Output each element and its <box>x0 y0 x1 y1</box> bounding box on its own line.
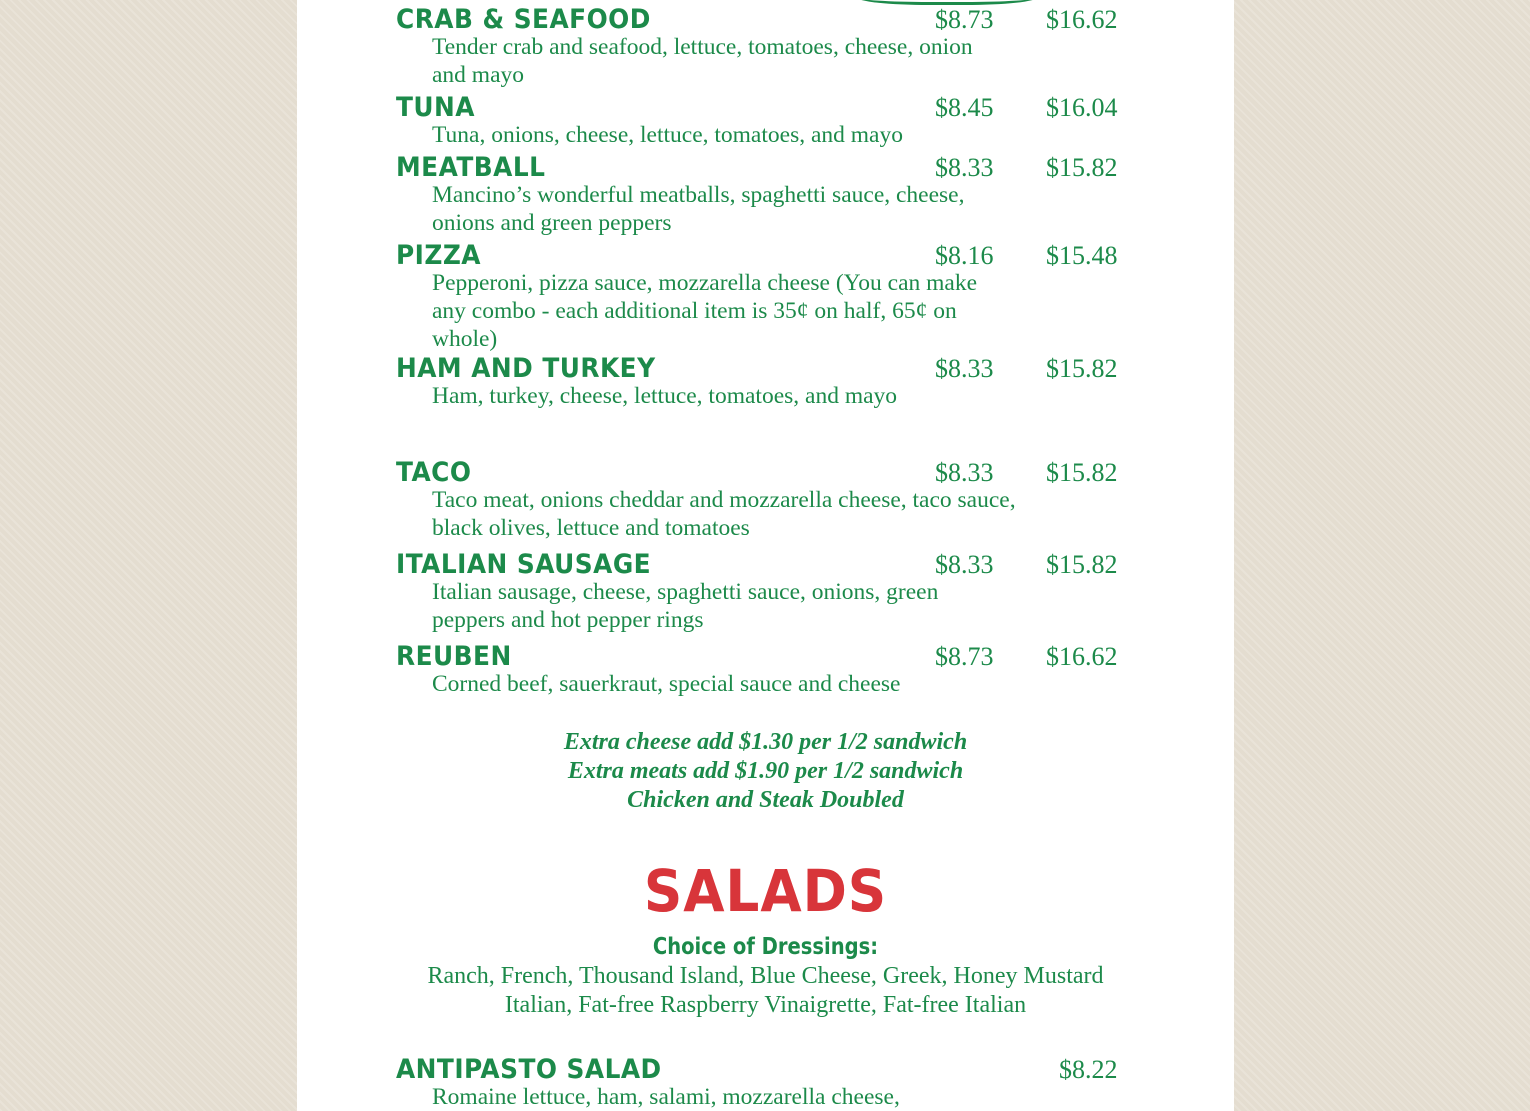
item-name: CRAB & SEAFOOD <box>396 4 651 35</box>
item-price-whole: $15.82 <box>1046 550 1118 579</box>
extras-line: Extra meats add $1.90 per 1/2 sandwich <box>567 758 964 784</box>
item-price-whole: $15.82 <box>1046 354 1118 383</box>
item-price-whole: $16.04 <box>1046 93 1118 122</box>
extras-line: Chicken and Steak Doubled <box>627 787 904 813</box>
item-description: Pepperoni, pizza sauce, mozzarella cheese (You can make any combo - each additional item is 35¢ on half, 65¢ on whole) <box>432 270 978 352</box>
item-name: PIZZA <box>396 240 481 271</box>
item-price-half: $8.45 <box>935 93 994 122</box>
item-description: Mancino’s wonderful meatballs, spaghetti sauce, cheese, onions and green peppers <box>432 182 965 236</box>
item-name: MEATBALL <box>396 152 546 183</box>
item-name: TACO <box>396 457 472 488</box>
item-name: HAM AND TURKEY <box>396 353 656 384</box>
item-description: Tender crab and seafood, lettuce, tomatoes, cheese, onion and mayo <box>432 34 973 88</box>
item-description: Ham, turkey, cheese, lettuce, tomatoes, and mayo <box>432 383 898 409</box>
item-name: TUNA <box>396 92 475 123</box>
dressings-line: Ranch, French, Thousand Island, Blue Cheese, Greek, Honey Mustard <box>427 963 1104 989</box>
item-price-whole: $16.62 <box>1046 642 1118 671</box>
item-price-half: $8.73 <box>935 5 994 34</box>
item-description: Corned beef, sauerkraut, special sauce and cheese <box>432 671 901 697</box>
item-price-half: $8.33 <box>935 153 994 182</box>
item-price-half: $8.73 <box>935 642 994 671</box>
sandwich-extras-note <box>297 728 1234 815</box>
extras-line: Extra cheese add $1.30 per 1/2 sandwich <box>563 729 968 755</box>
item-price: $8.22 <box>1059 1055 1118 1084</box>
dressings-line: Italian, Fat-free Raspberry Vinaigrette, Fat-free Italian <box>504 992 1027 1018</box>
item-name: REUBEN <box>396 641 512 672</box>
item-price-whole: $15.82 <box>1046 153 1118 182</box>
item-name: ITALIAN SAUSAGE <box>396 549 652 580</box>
item-description: Taco meat, onions cheddar and mozzarella cheese, taco sauce, black olives, lettuce and tomatoes <box>432 487 1016 541</box>
item-name: ANTIPASTO SALAD <box>396 1054 662 1085</box>
menu-page <box>297 0 1234 1111</box>
dressings-heading: Choice of Dressings: <box>652 934 879 960</box>
item-description: Romaine lettuce, ham, salami, mozzarella cheese, <box>432 1084 900 1110</box>
item-price-whole: $15.48 <box>1046 241 1118 270</box>
item-description: Italian sausage, cheese, spaghetti sauce, onions, green peppers and hot pepper rings <box>432 579 939 633</box>
item-price-half: $8.33 <box>935 550 994 579</box>
item-price-whole: $16.62 <box>1046 5 1118 34</box>
item-price-half: $8.16 <box>935 241 994 270</box>
dressings-list <box>297 962 1234 1020</box>
item-description: Tuna, onions, cheese, lettuce, tomatoes, and mayo <box>432 122 903 148</box>
item-price-half: $8.33 <box>935 458 994 487</box>
item-price-whole: $15.82 <box>1046 458 1118 487</box>
section-title-salads: SALADS <box>643 857 888 925</box>
item-price-half: $8.33 <box>935 354 994 383</box>
